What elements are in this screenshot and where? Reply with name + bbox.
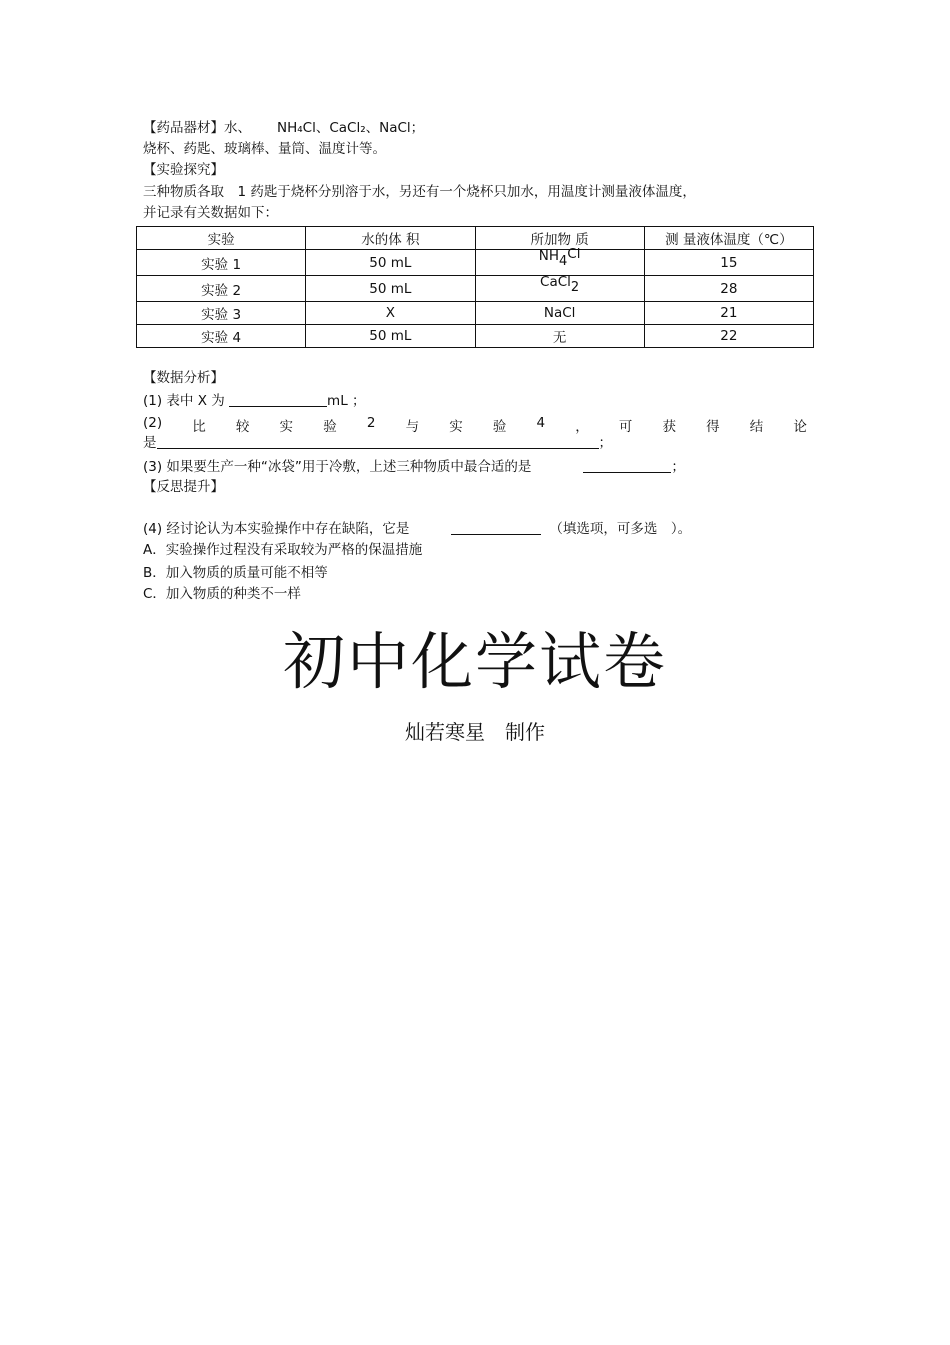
q2-word: 4 <box>536 415 546 431</box>
question-3 <box>143 458 685 476</box>
analysis-heading: 【数据分析】 <box>143 370 224 386</box>
q2-word: 结 <box>749 419 764 435</box>
question-3-suffix: ； <box>671 459 685 475</box>
inquiry-description-1: 三种物质各取 1 药匙于烧杯分别溶于水，另还有一个烧杯只加水，用温度计测量液体温度， <box>143 184 696 200</box>
header-experiment: 实验 <box>137 227 306 250</box>
materials-heading: 【药品器材】 <box>143 120 224 136</box>
option-c: C．加入物质的种类不一样 <box>143 586 301 602</box>
question-1-answer-blank[interactable] <box>229 392 327 407</box>
table-row <box>137 302 814 325</box>
question-1 <box>143 392 366 410</box>
option-a: A．实验操作过程没有采取较为严格的保温措施 <box>143 542 423 558</box>
results-table <box>136 226 814 348</box>
question-2-suffix: ； <box>598 435 612 451</box>
cell-volume: 50 mL <box>306 250 475 276</box>
cell-temperature: 21 <box>644 302 813 325</box>
question-2-answer-blank[interactable] <box>157 434 599 449</box>
q2-word: 得 <box>706 419 720 435</box>
q2-word: ， <box>575 419 589 435</box>
q2-word: 与 <box>405 419 420 435</box>
question-4-answer-blank[interactable] <box>451 520 541 535</box>
inquiry-description-2: 并记录有关数据如下： <box>143 205 278 221</box>
table-row <box>137 276 814 302</box>
cell-substance: NaCl <box>475 302 644 325</box>
question-3-text: (3) 如果要生产一种“冰袋”用于冷敷，上述三种物质中最合适的是 <box>143 459 532 475</box>
materials-chemicals: NH₄Cl、CaCl₂、NaCl； <box>277 120 425 136</box>
cell-experiment: 实验 1 <box>137 250 306 276</box>
question-1-suffix: mL ； <box>327 393 366 409</box>
cell-temperature: 28 <box>644 276 813 302</box>
question-4-text: (4) 经讨论认为本实验操作中存在缺陷，它是 <box>143 521 410 537</box>
cell-temperature: 15 <box>644 250 813 276</box>
question-4 <box>143 520 691 538</box>
materials-water: 水、 <box>224 120 251 136</box>
q2-word: 验 <box>492 419 507 435</box>
cell-temperature: 22 <box>644 325 813 348</box>
cell-substance: $NH_4Cl$ <box>475 250 644 276</box>
cell-substance: CaCl$_2$ <box>475 276 644 302</box>
table-header-row <box>137 227 814 250</box>
exam-title: 初中化学试卷 <box>282 625 667 698</box>
cell-volume: 50 mL <box>306 325 475 348</box>
cell-volume: 50 mL <box>306 276 475 302</box>
reflection-heading: 【反思提升】 <box>143 479 224 495</box>
q2-word: 获 <box>662 419 676 435</box>
q2-word: 实 <box>279 419 294 435</box>
header-substance: 所加物 质 <box>475 227 644 250</box>
table-row <box>137 325 814 348</box>
q2-word: 可 <box>618 419 633 435</box>
equipment-line: 烧杯、药匙、玻璃棒、量筒、温度计等。 <box>143 141 386 157</box>
q2-word: 比 <box>192 419 206 435</box>
cell-substance: 无 <box>475 325 644 348</box>
inquiry-heading: 【实验探究】 <box>143 162 224 178</box>
cell-experiment: 实验 4 <box>137 325 306 348</box>
question-1-prefix: (1) 表中 X 为 <box>143 393 225 409</box>
q2-word: 2 <box>366 415 376 431</box>
exam-byline: 灿若寒星 制作 <box>405 720 545 744</box>
q2-word: 实 <box>449 419 463 435</box>
option-b: B．加入物质的质量可能不相等 <box>143 565 328 581</box>
cell-experiment: 实验 3 <box>137 302 306 325</box>
cell-volume: X <box>306 302 475 325</box>
question-3-answer-blank[interactable] <box>583 458 671 473</box>
cell-experiment: 实验 2 <box>137 276 306 302</box>
question-4-suffix: （填选项，可多选 ）。 <box>549 521 692 537</box>
question-2-line-1 <box>143 415 807 435</box>
header-water-volume: 水的体 积 <box>306 227 475 250</box>
question-2-prefix: 是 <box>143 435 157 451</box>
header-temperature: 测 量液体温度（℃） <box>644 227 813 250</box>
q2-word: 论 <box>793 419 807 435</box>
materials-line <box>143 119 424 137</box>
question-2-line-2 <box>143 434 612 452</box>
q2-word: 验 <box>323 419 337 435</box>
table-row <box>137 250 814 276</box>
q2-word: 较 <box>235 419 250 435</box>
q2-word: (2) <box>143 415 163 431</box>
